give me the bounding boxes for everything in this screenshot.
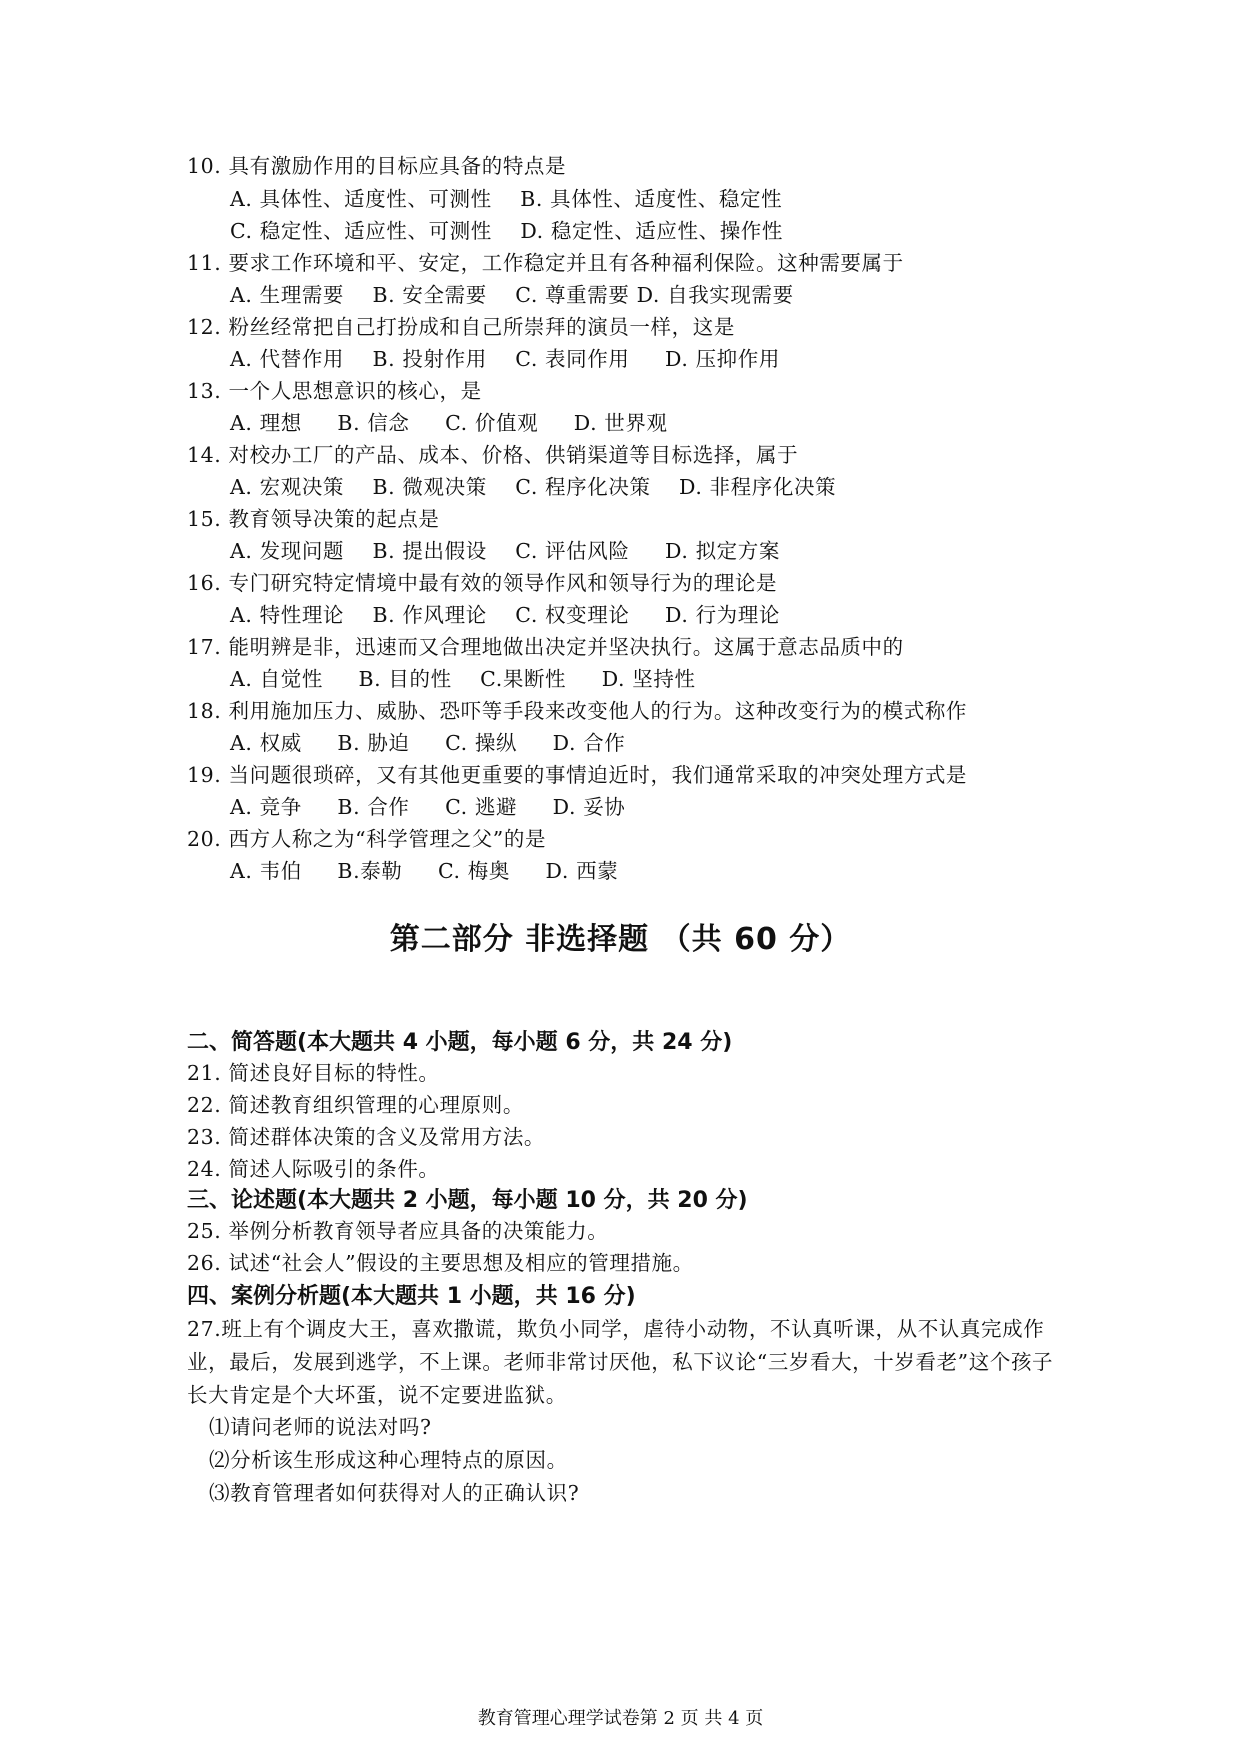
question-12-options: A. 代替作用 B. 投射作用 C. 表同作用 D. 压抑作用 <box>230 347 780 371</box>
question-25: 25. 举例分析教育领导者应具备的决策能力。 <box>187 1219 609 1243</box>
question-18-options: A. 权威 B. 胁迫 C. 操纵 D. 合作 <box>230 731 626 755</box>
case-subquestion-2: ⑵分析该生形成这种心理特点的原因。 <box>209 1448 568 1472</box>
case-study-text: 27.班上有个调皮大王，喜欢撒谎，欺负小同学，虐待小动物，不认真听课，从不认真完成作业，最后，发展到逃学，不上课。老师非常讨厌他，私下议论“三岁看大，十岁看老”这个孩子长大肯定是个大坏蛋，说不定要进监狱。 <box>187 1317 1054 1407</box>
question-11-stem: 11. 要求工作环境和平、安定，工作稳定并且有各种福利保险。这种需要属于 <box>187 251 904 275</box>
section-3-heading: 三、论述题(本大题共 2 小题，每小题 10 分，共 20 分) <box>187 1188 748 1213</box>
question-21: 21. 简述良好目标的特性。 <box>187 1061 440 1085</box>
question-24: 24. 简述人际吸引的条件。 <box>187 1157 440 1181</box>
question-20-stem: 20. 西方人称之为“科学管理之父”的是 <box>187 827 547 851</box>
question-16-options: A. 特性理论 B. 作风理论 C. 权变理论 D. 行为理论 <box>230 603 780 627</box>
section-4-heading: 四、案例分析题(本大题共 1 小题，共 16 分) <box>187 1284 636 1309</box>
case-subquestion-3: ⑶教育管理者如何获得对人的正确认识? <box>209 1481 580 1505</box>
question-10-options-row-1: A. 具体性、适度性、可测性 B. 具体性、适度性、稳定性 <box>230 187 783 211</box>
question-22: 22. 简述教育组织管理的心理原则。 <box>187 1093 524 1117</box>
question-12-stem: 12. 粉丝经常把自己打扮成和自己所崇拜的演员一样，这是 <box>187 315 735 339</box>
question-19-options: A. 竞争 B. 合作 C. 逃避 D. 妥协 <box>230 795 626 819</box>
question-17-options: A. 自觉性 B. 目的性 C.果断性 D. 坚持性 <box>230 667 696 691</box>
question-26: 26. 试述“社会人”假设的主要思想及相应的管理措施。 <box>187 1251 694 1275</box>
question-10-options-row-2: C. 稳定性、适应性、可测性 D. 稳定性、适应性、操作性 <box>230 219 783 243</box>
question-17-stem: 17. 能明辨是非，迅速而又合理地做出决定并坚决执行。这属于意志品质中的 <box>187 635 904 659</box>
question-10-stem: 10. 具有激励作用的目标应具备的特点是 <box>187 154 567 178</box>
page-footer: 教育管理心理学试卷第 2 页 共 4 页 <box>477 1708 764 1729</box>
question-20-options: A. 韦伯 B.泰勒 C. 梅奥 D. 西蒙 <box>230 859 619 883</box>
question-15-stem: 15. 教育领导决策的起点是 <box>187 507 440 531</box>
section-2-heading: 二、简答题(本大题共 4 小题，每小题 6 分，共 24 分) <box>187 1030 733 1055</box>
case-subquestion-1: ⑴请问老师的说法对吗? <box>209 1415 432 1439</box>
question-14-options: A. 宏观决策 B. 微观决策 C. 程序化决策 D. 非程序化决策 <box>230 475 837 499</box>
question-15-options: A. 发现问题 B. 提出假设 C. 评估风险 D. 拟定方案 <box>230 539 780 563</box>
question-14-stem: 14. 对校办工厂的产品、成本、价格、供销渠道等目标选择，属于 <box>187 443 799 467</box>
question-18-stem: 18. 利用施加压力、威胁、恐吓等手段来改变他人的行为。这种改变行为的模式称作 <box>187 699 968 723</box>
question-23: 23. 简述群体决策的含义及常用方法。 <box>187 1125 546 1149</box>
question-13-options: A. 理想 B. 信念 C. 价值观 D. 世界观 <box>230 411 668 435</box>
question-19-stem: 19. 当问题很琐碎，又有其他更重要的事情迫近时，我们通常采取的冲突处理方式是 <box>187 763 968 787</box>
question-16-stem: 16. 专门研究特定情境中最有效的领导作风和领导行为的理论是 <box>187 571 778 595</box>
question-11-options: A. 生理需要 B. 安全需要 C. 尊重需要 D. 自我实现需要 <box>230 283 794 307</box>
question-13-stem: 13. 一个人思想意识的核心，是 <box>187 379 482 403</box>
part-two-title: 第二部分 非选择题 （共 60 分） <box>389 922 852 957</box>
